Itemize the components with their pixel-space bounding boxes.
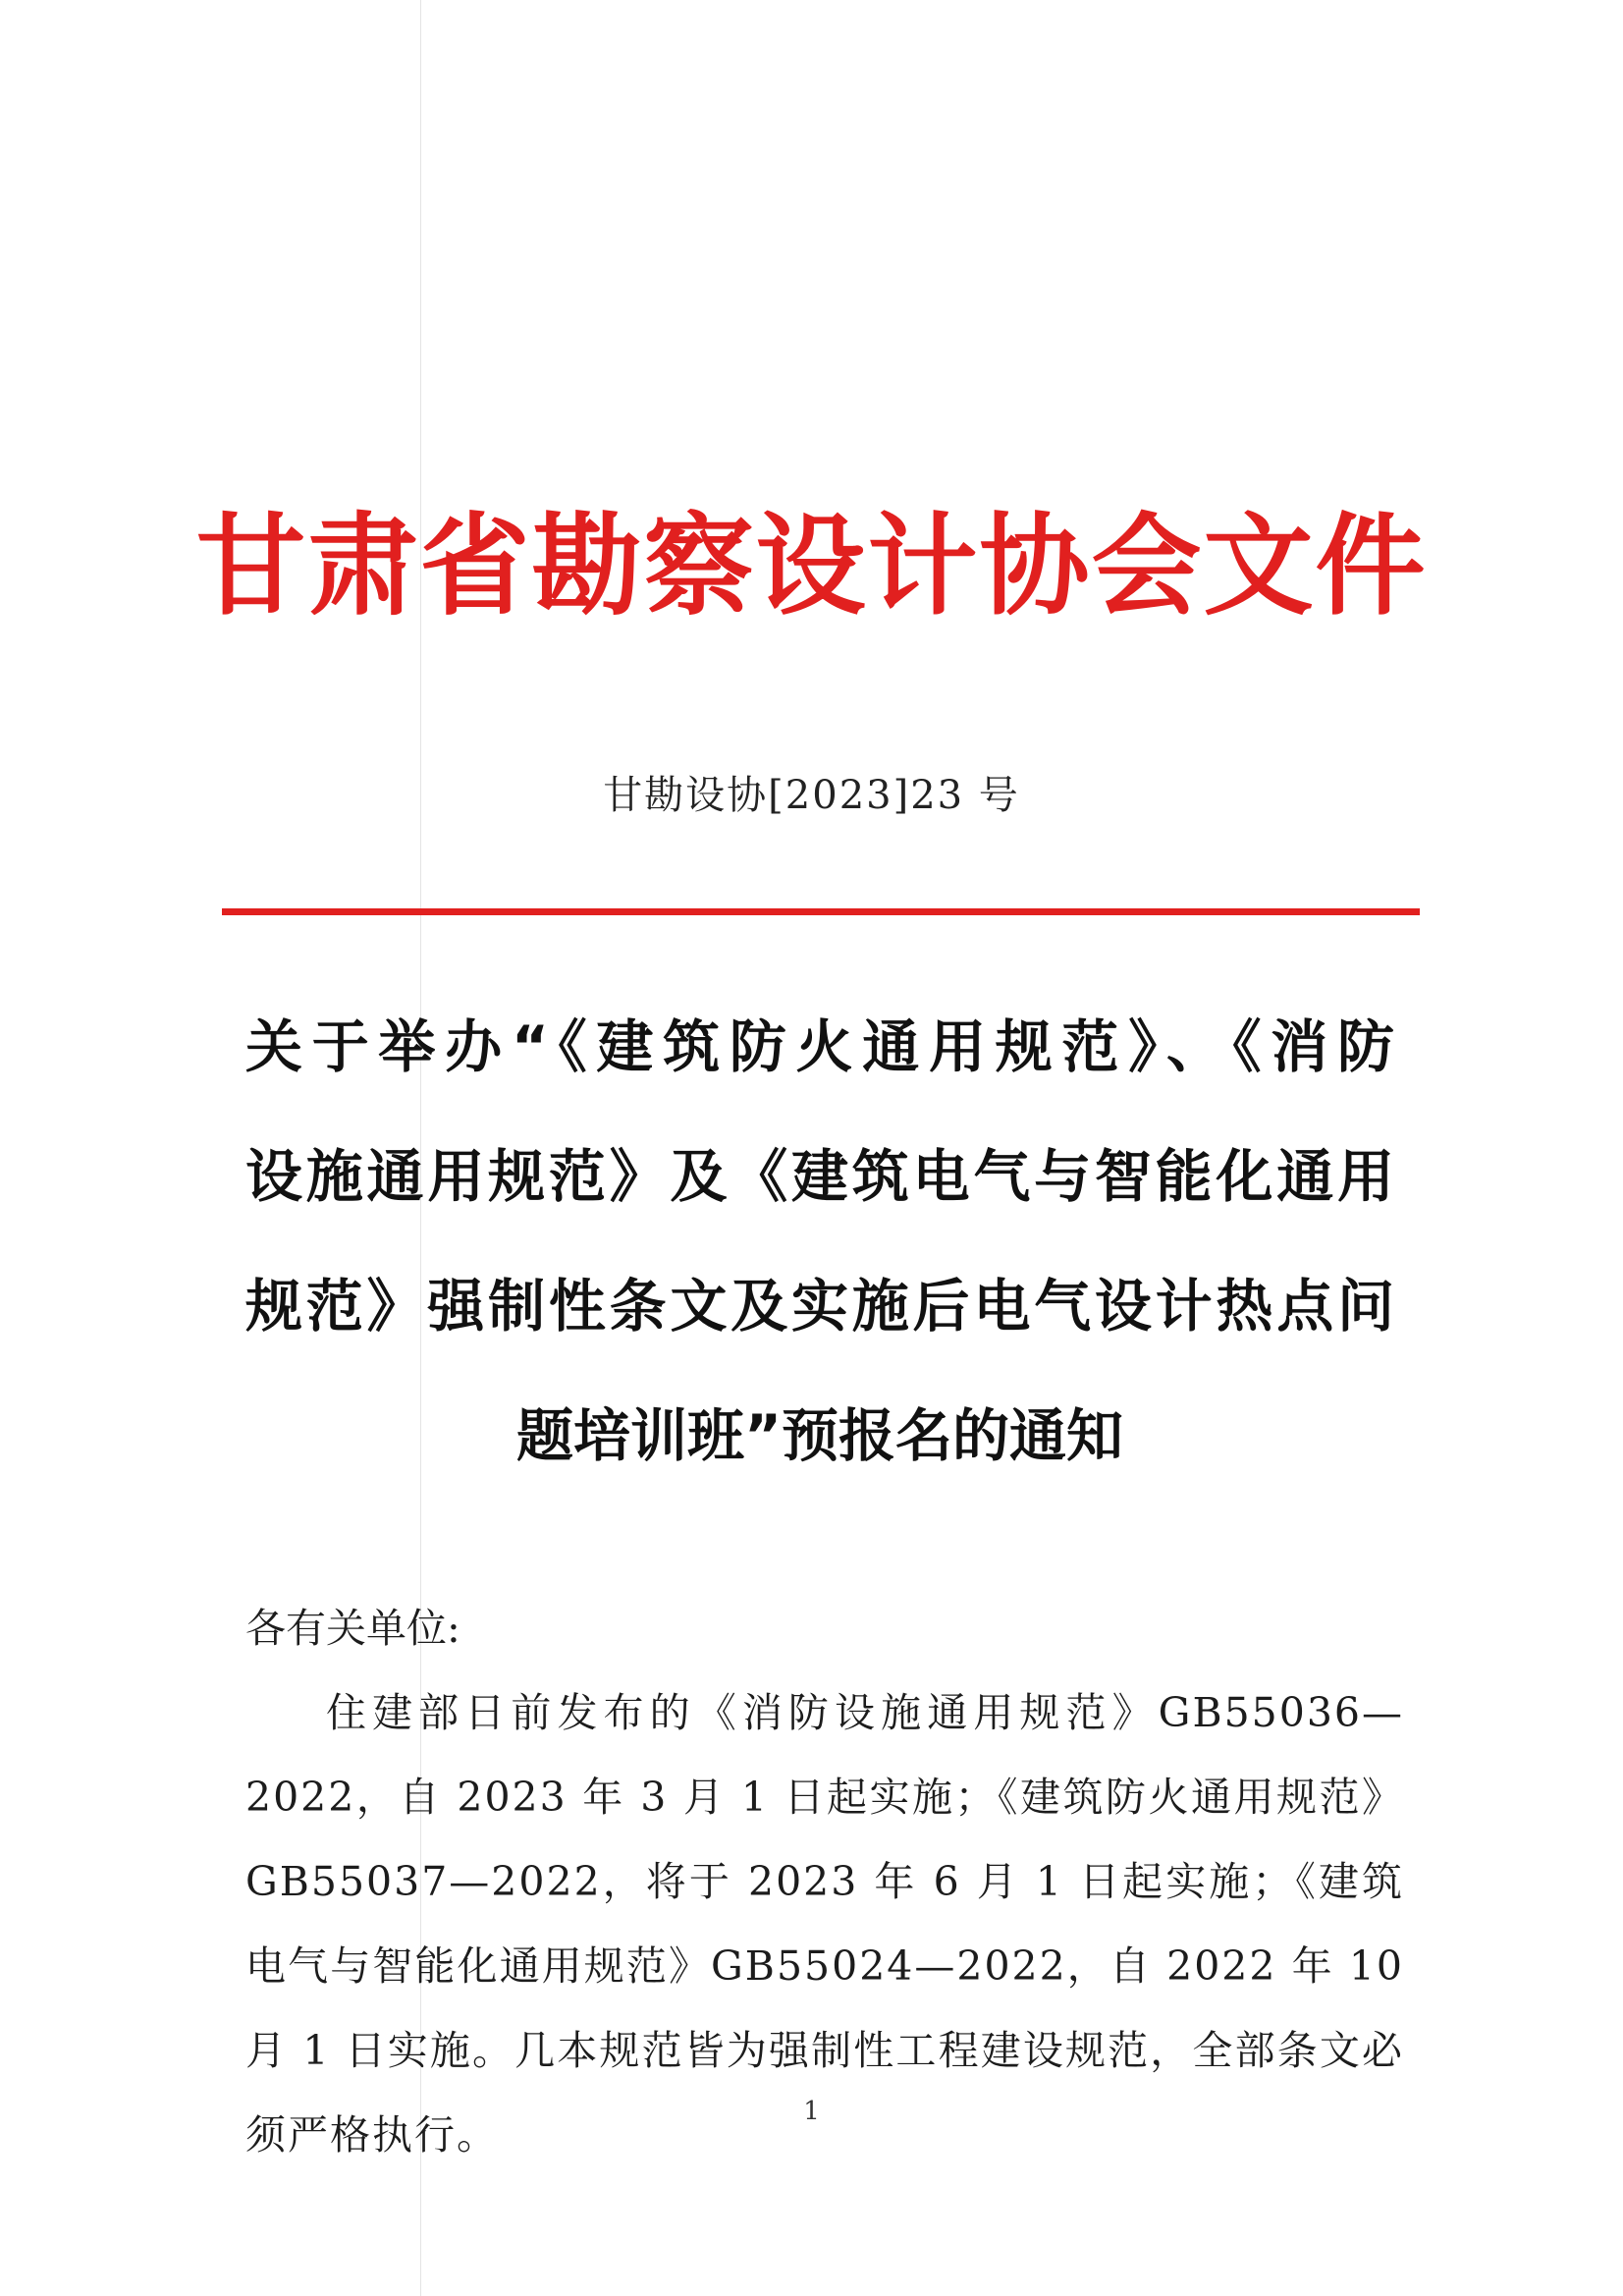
title-line-4: 题培训班”预报名的通知 <box>515 1402 1124 1469</box>
red-divider-rule <box>222 908 1420 915</box>
notice-title <box>245 982 1394 1501</box>
document-number: 甘勘设协[2023]23 号 <box>603 773 1020 818</box>
title-line-3: 规范》强制性条文及实施后电气设计热点问 <box>245 1273 1394 1339</box>
masthead-title: 甘肃省勘察设计协会文件 <box>195 503 1428 630</box>
salutation: 各有关单位: <box>245 1605 460 1652</box>
notice-body <box>245 1586 1404 2177</box>
title-line-2: 设施通用规范》及《建筑电气与智能化通用 <box>245 1143 1394 1210</box>
page-number: 1 <box>803 2097 820 2126</box>
body-paragraph: 住建部日前发布的《消防设施通用规范》GB55036—2022，自 2023 年 3 月 1 日起实施；《建筑防火通用规范》GB55037—2022，将于 2023 年 6 月 1 日起实施；《建筑电气与智能化通用规范》GB55024—2022，自 2022 年 10 月 1 日实施。几本规范皆为强制性工程建设规范，全部条文必须严格执行。 <box>245 1689 1404 2159</box>
title-line-1: 关于举办“《建筑防火通用规范》、《消防 <box>245 1013 1394 1080</box>
